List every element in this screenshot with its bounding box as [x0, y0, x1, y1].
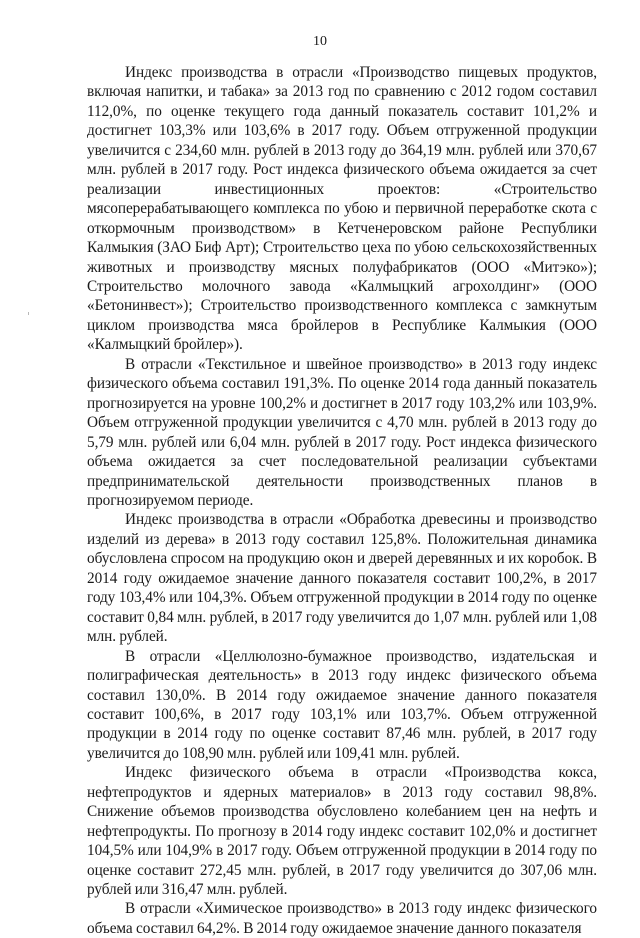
- paragraph-food-industry: Индекс производства в отрасли «Производство пищевых продуктов, включая напитки, и табака» за 2013 год по сравнению с 2012 годом составил 112,0%, по оценке текущего года данный показатель составит 101,2% и достигнет 103,3% или 103,6% в 2017 году. Объем отгруженной продукции увеличится с 234,60 млн. рублей в 2013 году до 364,19 млн. рублей или 370,67 млн. рублей в 2017 году. Рост индекса физического объема ожидается за счет реализации инвестиционных проектов: «Строительство мясоперерабатывающего комплекса по убою и первичной переработке скота с откормочным производством» в Кетченеровском районе Республики Калмыкия (ЗАО Биф Арт); Строительство цеха по убою сельскохозяйственных животных и производству мясных полуфабрикатов (ООО «Митэко»); Строительство молочного завода «Калмыцкий агрохолдинг» (ООО «Бетонинвест»); Строительство производственного комплекса с замкнутым циклом производства мяса бройлеров в Республике Калмыкия (ООО «Калмыцкий бройлер»).: [87, 64, 597, 354]
- paragraph-wood-processing: Индекс производства в отрасли «Обработка древесины и производство изделий из дерева» в 2013 году составил 125,8%. Положительная динамика обусловлена спросом на продукцию окон и дверей деревянных и их коробок. В 2014 году ожидаемое значение данного показателя составит 100,2%, в 2017 году 103,4% или 104,3%. Объем отгруженной продукции в 2014 году по оценке составит 0,84 млн. рублей, в 2017 году увеличится до 1,07 млн. рублей или 1,08 млн. рублей.: [87, 511, 597, 646]
- document-body: [87, 63, 597, 938]
- page-number: 10: [313, 34, 327, 49]
- margin-mark: [28, 312, 29, 315]
- paragraph-textile-industry: В отрасли «Текстильное и швейное производство» в 2013 году индекс физического объема составил 191,3%. По оценке 2014 года данный показатель прогнозируется на уровне 100,2% и достигнет в 2017 году 103,2% или 103,9%. Объем отгруженной продукции увеличится с 4,70 млн. рублей в 2013 году до 5,79 млн. рублей или 6,04 млн. рублей в 2017 году. Рост индекса физического объема ожидается за счет последовательной реализации субъектами предпринимательской деятельности производственных планов в прогнозируемом периоде.: [87, 355, 597, 509]
- paragraph-coke-petroleum: Индекс физического объема в отрасли «Производства кокса, нефтепродуктов и ядерных материалов» в 2013 году составил 98,8%. Снижение объемов производства обусловлено колебанием цен на нефть и нефтепродукты. По прогнозу в 2014 году индекс составит 102,0% и достигнет 104,5% или 104,9% в 2017 году. Объем отгруженной продукции в 2014 году по оценке составит 272,45 млн. рублей, в 2017 году увеличится до 307,06 млн. рублей или 316,47 млн. рублей.: [87, 764, 597, 899]
- paragraph-chemical-production: В отрасли «Химическое производство» в 2013 году индекс физического объема составил 64,2%. В 2014 году ожидаемое значение данного показателя: [87, 900, 597, 937]
- paragraph-pulp-paper: В отрасли «Целлюлозно-бумажное производство, издательская и полиграфическая деятельность» в 2013 году индекс физического объема составил 130,0%. В 2014 году ожидаемое значение данного показателя составит 100,6%, в 2017 году 103,1% или 103,7%. Объем отгруженной продукции в 2014 году по оценке составит 87,46 млн. рублей, в 2017 году увеличится до 108,90 млн. рублей или 109,41 млн. рублей.: [87, 647, 597, 762]
